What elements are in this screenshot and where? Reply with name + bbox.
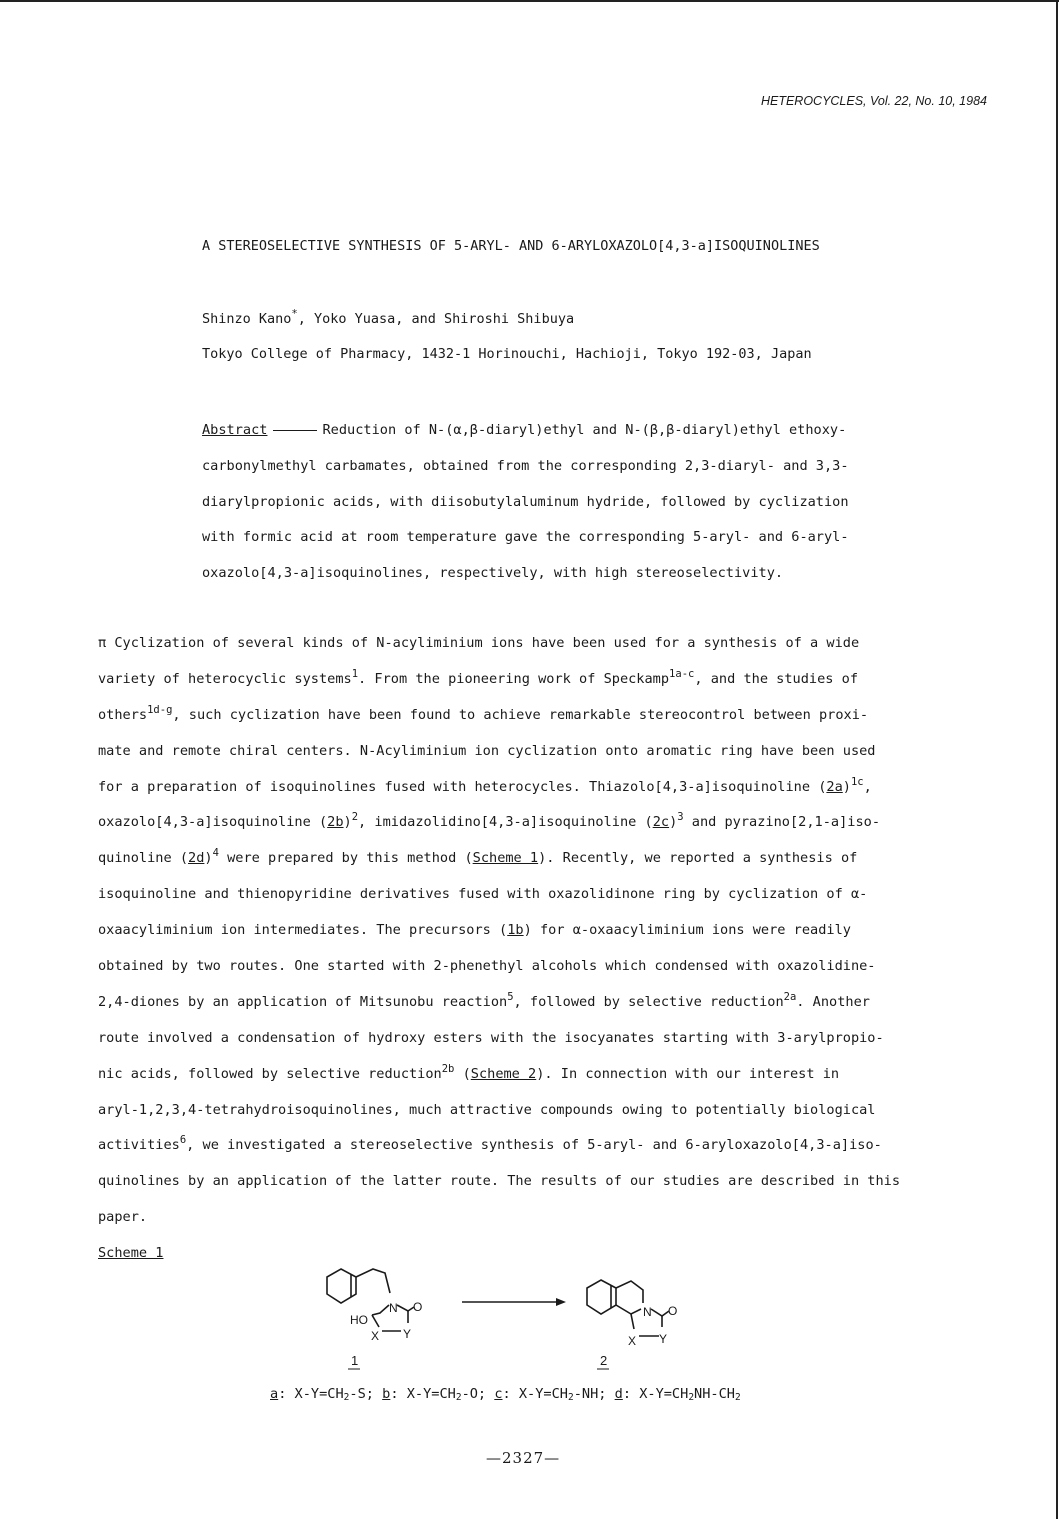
text: ) (204, 850, 213, 867)
subscript: 2 (343, 1392, 350, 1403)
text: : X-Y=CH (502, 1386, 568, 1402)
ring-bond-2a (651, 1309, 669, 1316)
ring-bond-1b (397, 1305, 414, 1311)
text: , we investigated a stereoselective synthesis of 5-aryl- and 6-aryloxazolo[4,3-a]iso- (186, 1137, 882, 1154)
text: . From the pioneering work of Speckamp (358, 670, 670, 687)
ref-sup: 1c (850, 775, 864, 788)
s2-o: O (668, 1304, 678, 1318)
fused-ring-2 (616, 1281, 643, 1303)
text: and pyrazino[2,1-a]iso- (683, 814, 880, 831)
body-line: mate and remote chiral centers. N-Acyliminium ion cyclization onto aromatic ring have been used (98, 742, 876, 759)
structure-1 (327, 1269, 414, 1331)
ref-sup: 5 (507, 990, 514, 1003)
s1-o: O (413, 1300, 423, 1314)
text: variety of heterocyclic systems (98, 670, 352, 687)
variant-label: a (270, 1386, 279, 1402)
text: , imidazolidino[4,3-a]isoquinoline ( (358, 814, 653, 831)
text: : X-Y=CH (622, 1386, 689, 1402)
scan-border-top (0, 0, 1059, 2)
text: -NH; (573, 1386, 615, 1402)
text: ). In connection with our interest in (536, 1065, 840, 1082)
text: ) (669, 814, 678, 831)
ref-sup: 6 (179, 1134, 187, 1147)
scheme-ref: Scheme 1 (472, 850, 539, 867)
text: , such cyclization have been found to achieve remarkable stereocontrol between proxi- (172, 706, 869, 723)
compound-ref: 2b (327, 814, 344, 831)
compound-ref: 1b (507, 922, 524, 939)
body-line (98, 1136, 978, 1172)
abstract-line: oxazolo[4,3-a]isoquinolines, respectively, with high stereoselectivity. (202, 565, 784, 582)
s1-x: X (371, 1329, 380, 1343)
ref-sup: 4 (212, 847, 219, 860)
author-line (202, 308, 575, 327)
subscript: 2 (567, 1392, 574, 1403)
page-number: —2327— (486, 1449, 561, 1467)
variant-label: d (614, 1386, 623, 1402)
corresponding-author: Shinzo Kano (202, 311, 292, 327)
abstract-line: with formic acid at room temperature gave the corresponding 5-aryl- and 6-aryl- (202, 529, 849, 546)
body-line (98, 775, 978, 814)
s1-n: N (389, 1301, 398, 1315)
paper-title: A STEREOSELECTIVE SYNTHESIS OF 5-ARYL- AND 6-ARYLOXAZOLO[4,3-a]ISOQUINOLINES (202, 238, 820, 254)
body-line: obtained by two routes. One started with 2-phenethyl alcohols which condensed with oxazolidine- (98, 958, 876, 975)
scheme-label: Scheme 1 (98, 1245, 164, 1261)
ref-sup: 2b (441, 1062, 455, 1075)
text: quinoline ( (98, 850, 189, 867)
variant-label: b (382, 1386, 391, 1402)
text: others (98, 706, 148, 723)
ref-sup: 2 (351, 811, 359, 824)
body-line (98, 921, 978, 957)
text: were prepared by this method ( (218, 850, 473, 867)
ref-sup: 1a-c (669, 667, 695, 680)
s2-n: N (643, 1305, 652, 1319)
abstract-line: carbonylmethyl carbamates, obtained from the corresponding 2,3-diaryl- and 3,3- (202, 457, 849, 474)
ref-sup: 1d-g (147, 703, 173, 716)
text: , followed by selective reduction (513, 993, 784, 1010)
body-line: aryl-1,2,3,4-tetrahydroisoquinolines, much attractive compounds owing to potentially biological (98, 1101, 876, 1118)
text: . Another (796, 993, 870, 1010)
body-line (98, 1062, 978, 1101)
s2-y: Y (659, 1332, 668, 1346)
body-line (98, 849, 978, 885)
body-line (98, 990, 978, 1029)
abstract-dash (273, 430, 317, 431)
variant-label: c (494, 1386, 503, 1402)
scan-border-right (1056, 0, 1058, 1519)
abstract-label: Abstract (202, 422, 268, 438)
compound-number-1: 1 (351, 1353, 359, 1368)
text: : X-Y=CH (278, 1386, 344, 1402)
body-line: isoquinoline and thienopyridine derivatives fused with oxazolidinone ring by cyclization of α- (98, 886, 868, 903)
text: ) (842, 778, 851, 795)
text: ). Recently, we reported a synthesis of (538, 850, 858, 867)
abstract (202, 421, 922, 600)
text: for a preparation of isoquinolines fused with heterocycles. Thiazolo[4,3-a]isoquinoline ( (98, 778, 827, 795)
ref-sup: 3 (677, 811, 684, 824)
body-line: route involved a condensation of hydroxy esters with the isocyanates starting with 3-arylpropio- (98, 1029, 884, 1046)
text: , and the studies of (694, 670, 859, 687)
text: : X-Y=CH (390, 1386, 456, 1402)
body-line: π Cyclization of several kinds of N-acyliminium ions have been used for a synthesis of a wide (98, 635, 860, 651)
abstract-line (202, 421, 922, 457)
text: oxazolo[4,3-a]isoquinoline ( (98, 814, 328, 831)
subscript: 2 (688, 1392, 695, 1403)
body-line: quinolines by an application of the latter route. The results of our studies are described in this (98, 1173, 901, 1190)
body-line: paper. (98, 1209, 148, 1226)
corresponding-mark: * (291, 308, 298, 320)
text: ) (343, 814, 352, 831)
text: -O; (461, 1386, 495, 1402)
ref-sup: 1 (351, 667, 359, 680)
s1-y: Y (403, 1327, 412, 1341)
coauthors: , Yoko Yuasa, and Shiroshi Shibuya (297, 311, 575, 327)
ring-bond-1d (372, 1315, 379, 1327)
ref-sup: 2a (783, 990, 797, 1003)
text: oxaacyliminium ion intermediates. The precursors ( (98, 922, 508, 939)
structure-2 (587, 1280, 669, 1336)
text: ( (454, 1065, 471, 1082)
compound-number-2: 2 (600, 1353, 608, 1368)
body-text (98, 634, 978, 1244)
s1-ho: HO (350, 1313, 368, 1327)
affiliation: Tokyo College of Pharmacy, 1432-1 Horinouchi, Hachioji, Tokyo 192-03, Japan (202, 346, 812, 362)
text: NH-CH (694, 1386, 735, 1402)
body-line (98, 703, 978, 742)
abstract-text: Reduction of N-(α,β-diaryl)ethyl and N-(β,β-diaryl)ethyl ethoxy- (322, 422, 847, 438)
scheme-caption (270, 1386, 741, 1402)
text: 2,4-diones by an application of Mitsunobu reaction (98, 993, 508, 1010)
ethyl-chain-1 (356, 1269, 390, 1293)
fused-ring-2b (616, 1305, 641, 1314)
subscript: 2 (455, 1392, 462, 1403)
text: -S; (349, 1386, 383, 1402)
text: ) for α-oxaacyliminium ions were readily (523, 922, 851, 939)
subscript: 2 (734, 1392, 741, 1403)
ring-bond-1a (372, 1305, 389, 1315)
ring-bond-2c (631, 1314, 634, 1329)
abstract-line: diarylpropionic acids, with diisobutylaluminum hydride, followed by cyclization (202, 493, 849, 510)
body-line (98, 813, 978, 849)
reaction-arrow (462, 1298, 566, 1306)
scheme-ref: Scheme 2 (470, 1065, 537, 1082)
text: activities (98, 1137, 180, 1154)
compound-ref: 2c (652, 814, 670, 831)
body-line (98, 667, 978, 706)
text: nic acids, followed by selective reduction (98, 1065, 442, 1082)
journal-header: HETEROCYCLES, Vol. 22, No. 10, 1984 (760, 94, 987, 108)
s2-x: X (628, 1334, 637, 1348)
compound-ref: 2d (188, 850, 205, 867)
scheme-1-diagram (310, 1263, 710, 1378)
compound-ref: 2a (826, 778, 843, 795)
text: , (863, 778, 872, 795)
